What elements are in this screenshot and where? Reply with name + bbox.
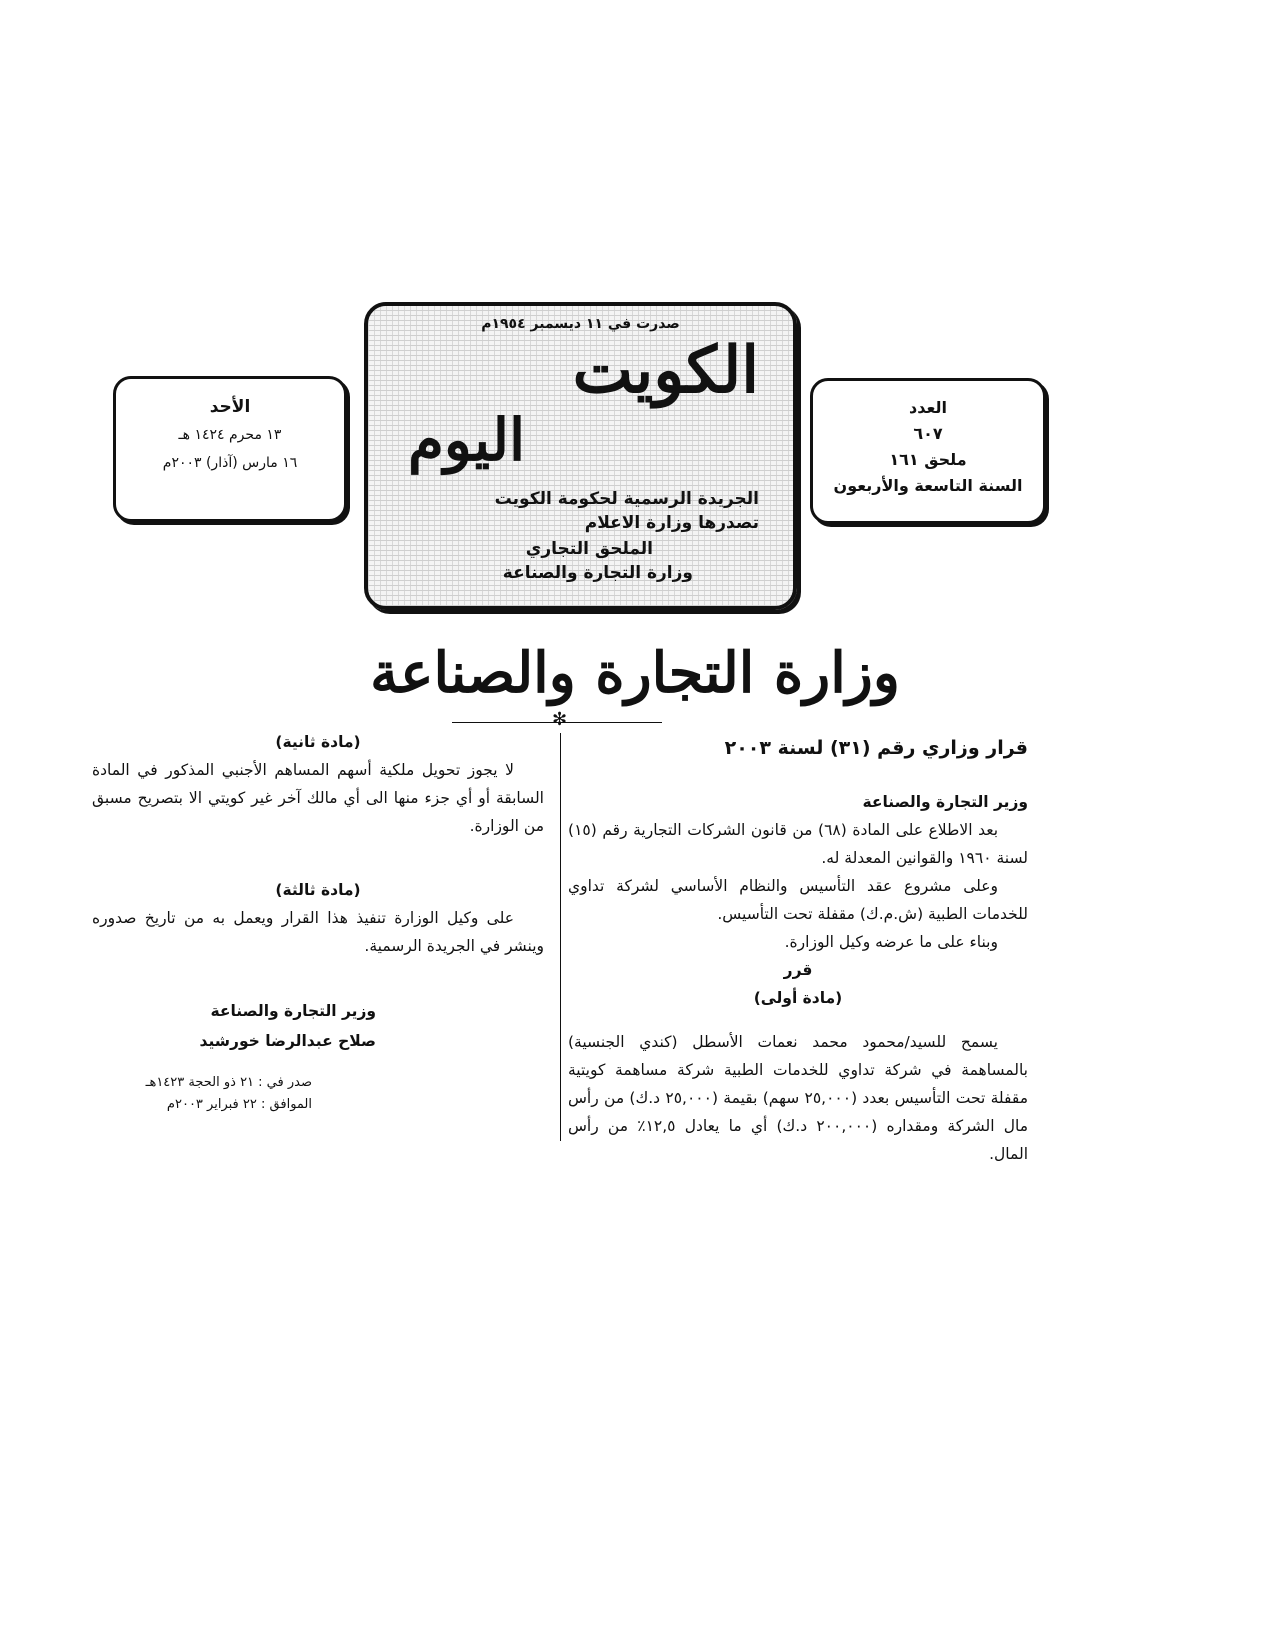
- masthead-logo: [364, 302, 797, 610]
- preamble-paragraph-2: وعلى مشروع عقد التأسيس والنظام الأساسي لشركة تداوي للخدمات الطبية (ش.م.ك) مقفلة تحت التأسيس.: [568, 877, 1028, 923]
- left-column: [92, 728, 544, 1116]
- masthead-ministry: وزارة التجارة والصناعة: [502, 563, 693, 583]
- masthead-title-today: اليوم: [408, 406, 526, 474]
- issue-number: ٦٠٧: [913, 424, 943, 443]
- article-2-text: لا يجوز تحويل ملكية أسهم المساهم الأجنبي المذكور في المادة السابقة أو أي جزء منها الى أي مالك آخر غير كويتي الا بتصريح مسبق من الوزارة.: [92, 761, 544, 835]
- right-column: [568, 728, 1028, 1168]
- masthead-title-kuwait: الكويت: [572, 333, 759, 408]
- gregorian-date: ١٦ مارس (آذار) ٢٠٠٣م: [162, 455, 298, 471]
- masthead-founded: صدرت في ١١ ديسمبر ١٩٥٤م: [481, 316, 680, 332]
- masthead-supplement: الملحق التجاري: [525, 539, 653, 559]
- signature-name: صلاح عبدالرضا خورشيد: [199, 1032, 376, 1050]
- article-2-heading: (مادة ثانية): [275, 733, 361, 751]
- date-box: [113, 376, 347, 522]
- decided-heading: قرر: [783, 961, 813, 979]
- supplement-number: ملحق ١٦١: [889, 450, 967, 469]
- preamble-paragraph-3: وبناء على ما عرضه وكيل الوزارة.: [784, 933, 998, 951]
- article-1-text: يسمح للسيد/محمود محمد نعمات الأسطل (كندي الجنسية) بالمساهمة في شركة تداوي للخدمات الطبية شركة مساهمة كويتية مقفلة تحت التأسيس بعدد (٢٥,٠٠٠ سهم) بقيمة (٢٥,٠٠٠ د.ك) من رأس مال الشركة ومقداره (٢٠٠,٠٠٠ د.ك) أي ما يعادل ١٢,٥٪ من رأس المال.: [568, 1033, 1029, 1163]
- masthead-publisher: تصدرها وزارة الاعلام: [584, 513, 759, 533]
- issued-hijri-date: صدر في : ٢١ ذو الحجة ١٤٢٣هـ: [145, 1075, 312, 1090]
- hijri-date: ١٣ محرم ١٤٢٤ هـ: [178, 427, 282, 443]
- article-3-heading: (مادة ثالثة): [275, 881, 361, 899]
- signature-title: وزير التجارة والصناعة: [210, 1002, 376, 1020]
- issue-box: [810, 378, 1046, 524]
- article-3-text: على وكيل الوزارة تنفيذ هذا القرار ويعمل به من تاريخ صدوره وينشر في الجريدة الرسمية.: [92, 909, 544, 955]
- column-divider: [560, 733, 561, 1141]
- weekday: الأحد: [209, 397, 251, 417]
- ministry-title: وزارة التجارة والصناعة: [370, 640, 900, 706]
- preamble-paragraph-1: بعد الاطلاع على المادة (٦٨) من قانون الشركات التجارية رقم (١٥) لسنة ١٩٦٠ والقوانين المعدلة له.: [568, 821, 1028, 867]
- minister-line: وزير التجارة والصناعة: [862, 793, 1028, 811]
- article-1-heading: (مادة أولى): [753, 989, 843, 1007]
- publication-year: السنة التاسعة والأربعون: [833, 476, 1023, 495]
- issue-label: العدد: [909, 398, 947, 417]
- divider-star-icon: ✻: [552, 709, 568, 730]
- masthead-subtitle: الجريدة الرسمية لحكومة الكويت: [494, 489, 759, 509]
- issued-gregorian-date: الموافق : ٢٢ فبراير ٢٠٠٣م: [166, 1097, 312, 1112]
- decision-title: قرار وزاري رقم (٣١) لسنة ٢٠٠٣: [724, 737, 1028, 759]
